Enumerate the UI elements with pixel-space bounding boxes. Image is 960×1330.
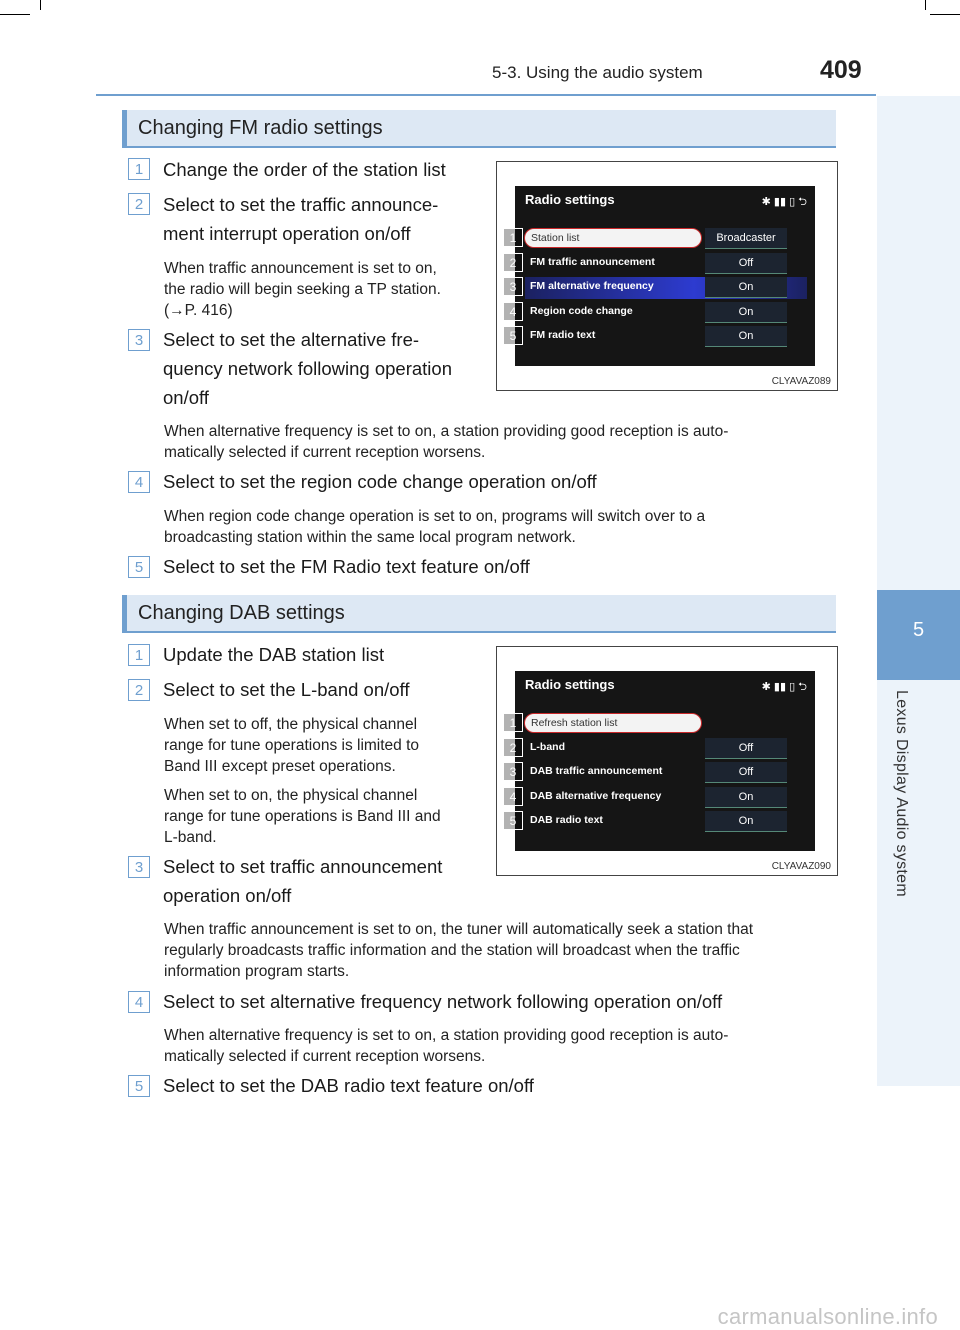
step-badge: 4 xyxy=(128,991,150,1013)
dab-note-4-line2: matically selected if current reception worsens. xyxy=(164,1048,486,1065)
fm-item-5: Select to set the FM Radio text feature on/off xyxy=(163,556,530,577)
setting-row-region-code[interactable] xyxy=(525,302,807,324)
fm-heading-text: Changing FM radio settings xyxy=(138,117,383,139)
callout-badge: 3 xyxy=(503,762,523,781)
row-value: On xyxy=(705,787,787,808)
row-label: DAB traffic announcement xyxy=(530,765,663,777)
dab-note-2b-line3: L-band. xyxy=(164,829,217,846)
setting-row-l-band[interactable] xyxy=(525,738,807,760)
row-value: Broadcaster xyxy=(705,228,787,249)
dab-note-3-line1: When traffic announcement is set to on, the tuner will automatically seek a station that xyxy=(164,921,754,938)
row-value: On xyxy=(705,326,787,347)
callout-badge: 5 xyxy=(503,811,523,830)
dab-item-5: Select to set the DAB radio text feature on/off xyxy=(163,1075,534,1096)
dab-note-2b-line2: range for tune operations is Band III and xyxy=(164,808,441,825)
callout-badge: 2 xyxy=(503,738,523,757)
dab-note-2b-line1: When set to on, the physical channel xyxy=(164,787,418,804)
radio-settings-screen xyxy=(515,671,815,851)
fm-item-3-line2: quency network following operation xyxy=(163,358,452,379)
fm-note-2-line2: the radio will begin seeking a TP station. xyxy=(164,281,441,298)
crop-mark xyxy=(0,14,30,15)
row-label: Region code change xyxy=(530,305,633,317)
step-badge: 3 xyxy=(128,856,150,878)
status-icons: ✱ ▮▮ ▯ ⮌ xyxy=(761,196,807,208)
callout-badge: 1 xyxy=(503,228,523,247)
step-badge: 5 xyxy=(128,556,150,578)
dab-item-1: Update the DAB station list xyxy=(163,644,385,665)
dab-note-2a-line1: When set to off, the physical channel xyxy=(164,716,418,733)
callout-badge: 3 xyxy=(503,277,523,296)
fm-item-3-line3: on/off xyxy=(163,387,209,408)
step-badge: 1 xyxy=(128,644,150,666)
setting-row-dab-traffic[interactable] xyxy=(525,762,807,784)
setting-row-fm-traffic[interactable] xyxy=(525,253,807,275)
figure-code: CLYAVAZ089 xyxy=(771,376,831,387)
step-badge: 4 xyxy=(128,471,150,493)
running-header: 5-3. Using the audio system xyxy=(492,63,703,82)
fm-item-2-line1: Select to set the traffic announce- xyxy=(163,194,439,215)
row-value: On xyxy=(705,302,787,323)
row-label: DAB radio text xyxy=(530,814,603,826)
row-label: FM alternative frequency xyxy=(530,280,654,292)
setting-row-fm-radio-text[interactable] xyxy=(525,326,807,348)
watermark-text: carmanualsonline.info xyxy=(717,1304,938,1329)
dab-note-3-line3: information program starts. xyxy=(164,963,350,980)
dab-item-3-line1: Select to set traffic announcement xyxy=(163,856,443,877)
fm-note-3-line2: matically selected if current reception worsens. xyxy=(164,444,486,461)
row-label: Refresh station list xyxy=(524,713,702,733)
fm-settings-screenshot xyxy=(496,161,838,391)
callout-badge: 4 xyxy=(503,302,523,321)
fm-note-2-line3: (→P. 416) xyxy=(164,302,233,319)
fm-note-3-line1: When alternative frequency is set to on, a station providing good reception is auto- xyxy=(164,423,729,440)
row-value: On xyxy=(705,277,787,298)
dab-item-4: Select to set alternative frequency network following operation on/off xyxy=(163,991,723,1012)
dab-item-2: Select to set the L-band on/off xyxy=(163,679,410,700)
step-badge: 2 xyxy=(128,679,150,701)
setting-row-dab-alt-freq[interactable] xyxy=(525,787,807,809)
fm-item-3-line1: Select to set the alternative fre- xyxy=(163,329,420,350)
radio-settings-screen xyxy=(515,186,815,366)
setting-row-dab-radio-text[interactable] xyxy=(525,811,807,833)
callout-badge: 5 xyxy=(503,326,523,345)
fm-item-1: Change the order of the station list xyxy=(163,159,446,180)
header-rule xyxy=(96,94,876,96)
fm-item-4: Select to set the region code change operation on/off xyxy=(163,471,597,492)
dab-settings-screenshot xyxy=(496,646,838,876)
dab-note-2a-line2: range for tune operations is limited to xyxy=(164,737,420,754)
crop-mark xyxy=(925,0,926,10)
fm-note-4-line1: When region code change operation is set to on, programs will switch over to a xyxy=(164,508,706,525)
screen-title: Radio settings xyxy=(525,677,615,692)
row-value: Off xyxy=(705,762,787,783)
dab-note-4-line1: When alternative frequency is set to on, a station providing good reception is auto- xyxy=(164,1027,729,1044)
fm-section-heading xyxy=(122,110,836,148)
row-label: DAB alternative frequency xyxy=(530,790,662,802)
callout-badge: 1 xyxy=(503,713,523,732)
fm-note-4-line2: broadcasting station within the same local program network. xyxy=(164,529,576,546)
row-value: Off xyxy=(705,253,787,274)
dab-note-3-line2: regularly broadcasts traffic information and the station will broadcast when the traffic xyxy=(164,942,740,959)
setting-row-fm-alt-freq[interactable] xyxy=(525,277,807,299)
row-label: L-band xyxy=(530,741,565,753)
status-icons: ✱ ▮▮ ▯ ⮌ xyxy=(761,681,807,693)
step-badge: 2 xyxy=(128,193,150,215)
dab-item-3-line2: operation on/off xyxy=(163,885,292,906)
screen-title: Radio settings xyxy=(525,192,615,207)
page-number: 409 xyxy=(820,56,862,84)
setting-row-refresh-station-list[interactable] xyxy=(525,713,807,735)
row-label: Station list xyxy=(524,228,702,248)
crop-mark xyxy=(40,0,41,10)
row-label: FM radio text xyxy=(530,329,596,341)
row-value: Off xyxy=(705,738,787,759)
step-badge: 5 xyxy=(128,1075,150,1097)
crop-mark xyxy=(930,14,960,15)
dab-section-heading xyxy=(122,595,836,633)
step-badge: 3 xyxy=(128,329,150,351)
dab-heading-text: Changing DAB settings xyxy=(138,602,345,624)
watermark-bar xyxy=(0,1302,960,1329)
chapter-title: Lexus Display Audio system xyxy=(893,690,910,898)
callout-badge: 2 xyxy=(503,253,523,272)
figure-code: CLYAVAZ090 xyxy=(771,861,831,872)
callout-badge: 4 xyxy=(503,787,523,806)
step-badge: 1 xyxy=(128,158,150,180)
dab-note-2a-line3: Band III except preset operations. xyxy=(164,758,396,775)
fm-note-2-line1: When traffic announcement is set to on, xyxy=(164,260,437,277)
fm-item-2-line2: ment interrupt operation on/off xyxy=(163,223,411,244)
setting-row-station-list[interactable] xyxy=(525,228,807,250)
chapter-tab: 5 xyxy=(877,590,960,680)
row-label: FM traffic announcement xyxy=(530,256,655,268)
row-value: On xyxy=(705,811,787,832)
